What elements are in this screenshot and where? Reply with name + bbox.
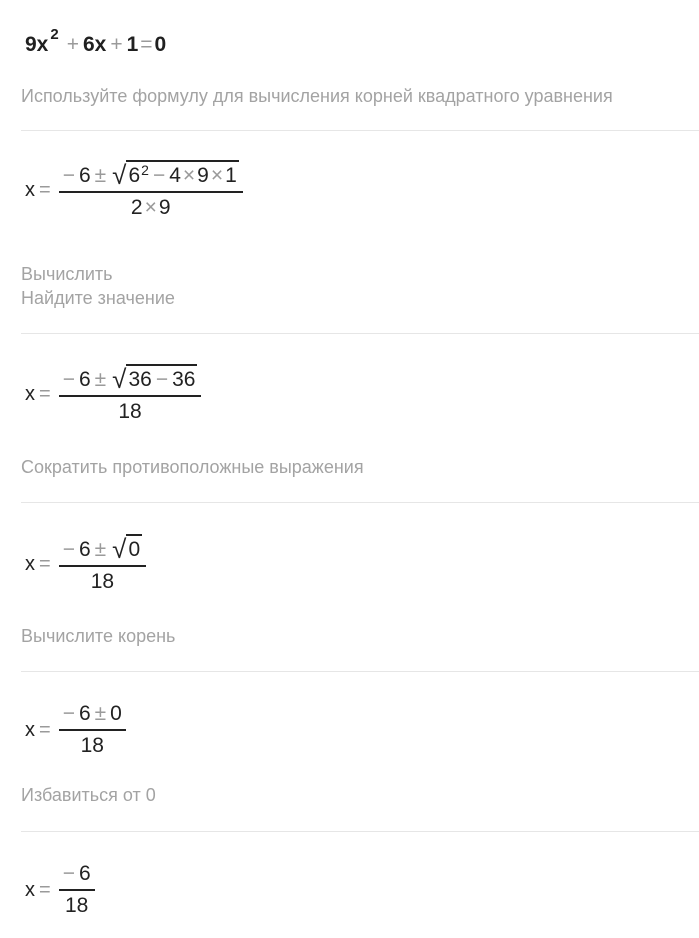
divider <box>21 831 699 832</box>
rad-base: 6 <box>128 164 141 187</box>
den-nine: 9 <box>158 196 171 219</box>
numerator <box>59 364 202 395</box>
den-two: 2 <box>130 196 143 219</box>
equals-sign: = <box>39 178 51 201</box>
rad-one: 1 <box>225 164 237 187</box>
step-formula <box>25 160 243 220</box>
equals-sign: = <box>39 552 51 575</box>
step-plus-minus-zero <box>25 702 126 758</box>
equals-sign: = <box>39 878 51 901</box>
num-value: 6 <box>78 164 91 187</box>
denominator: 18 <box>118 400 142 423</box>
square-root <box>112 364 197 392</box>
radicand <box>126 534 142 562</box>
fraction <box>59 862 95 918</box>
step-hint-calculate-root: Вычислите корень <box>21 626 176 646</box>
rad-value: 0 <box>128 538 141 561</box>
x-equals <box>25 719 51 742</box>
fraction <box>59 702 126 758</box>
rad-nine: 9 <box>197 164 209 187</box>
times-sign: × <box>210 164 224 187</box>
step-hint-find-value: Найдите значение <box>21 288 175 308</box>
step-simplified <box>25 364 201 424</box>
sqrt-icon: √ <box>112 160 127 190</box>
rad-exponent: 2 <box>141 162 149 178</box>
minus-sign: − <box>62 368 75 391</box>
x-label: x <box>25 178 35 201</box>
x-label: x <box>25 718 35 741</box>
step-final <box>25 862 95 918</box>
radicand <box>126 364 197 392</box>
x-equals <box>25 879 51 902</box>
fraction <box>59 534 146 594</box>
minus-sign: − <box>155 368 169 391</box>
plus-minus-sign: ± <box>94 368 107 391</box>
eq-rhs: 0 <box>154 33 167 56</box>
numerator <box>59 702 126 729</box>
minus-sign: − <box>62 538 75 561</box>
rad-four: 4 <box>169 164 181 187</box>
step-hint-quadratic-formula: Используйте формулу для вычисления корней квадратного уравнения <box>21 86 613 106</box>
num-value: 6 <box>78 702 91 725</box>
x-label: x <box>25 878 35 901</box>
x-equals <box>25 383 51 406</box>
x-equals <box>25 553 51 576</box>
num-value: 6 <box>78 538 91 561</box>
minus-sign: − <box>62 702 75 725</box>
num-value: 6 <box>78 862 91 885</box>
square-root <box>112 534 142 562</box>
divider <box>21 333 699 334</box>
radicand <box>126 160 238 188</box>
x-label: x <box>25 382 35 405</box>
divider <box>21 130 699 131</box>
square-root <box>112 160 239 188</box>
minus-sign: − <box>152 164 166 187</box>
rad-value-a: 36 <box>128 368 152 391</box>
numerator <box>59 862 95 889</box>
x-label: x <box>25 552 35 575</box>
fraction <box>59 160 243 220</box>
equals-sign: = <box>39 718 51 741</box>
eq-term-a: 9x <box>25 33 49 56</box>
eq-exponent: 2 <box>50 26 59 43</box>
step-hint-calculate: Вычислить <box>21 264 113 284</box>
minus-sign: − <box>62 862 75 885</box>
denominator: 18 <box>80 734 104 757</box>
x-equals <box>25 179 51 202</box>
equals-sign: = <box>39 382 51 405</box>
num-value: 6 <box>78 368 91 391</box>
times-sign: × <box>144 196 157 219</box>
step-hint-remove-zero: Избавиться от 0 <box>21 785 156 805</box>
divider <box>21 502 699 503</box>
denominator: 18 <box>90 570 115 593</box>
minus-sign: − <box>62 164 75 187</box>
plus-minus-sign: ± <box>94 702 107 725</box>
numerator <box>59 534 146 565</box>
plus-minus-sign: ± <box>94 164 107 187</box>
fraction <box>59 364 202 424</box>
eq-equals: = <box>140 33 153 56</box>
step-hint-cancel-opposites: Сократить противоположные выражения <box>21 457 364 477</box>
sqrt-icon: √ <box>112 534 127 564</box>
eq-term-c: 1 <box>126 33 139 56</box>
denominator: 18 <box>64 894 89 917</box>
step-sqrt-zero <box>25 534 146 594</box>
equation-title <box>25 26 167 57</box>
num-zero: 0 <box>110 702 122 725</box>
divider <box>21 671 699 672</box>
eq-plus-2: + <box>110 33 123 56</box>
denominator <box>131 193 171 220</box>
times-sign: × <box>182 164 196 187</box>
eq-term-b: 6x <box>82 33 107 56</box>
sqrt-icon: √ <box>112 364 127 394</box>
numerator <box>59 160 243 191</box>
rad-value-b: 36 <box>172 368 196 391</box>
eq-plus-1: + <box>66 33 79 56</box>
plus-minus-sign: ± <box>94 538 107 561</box>
